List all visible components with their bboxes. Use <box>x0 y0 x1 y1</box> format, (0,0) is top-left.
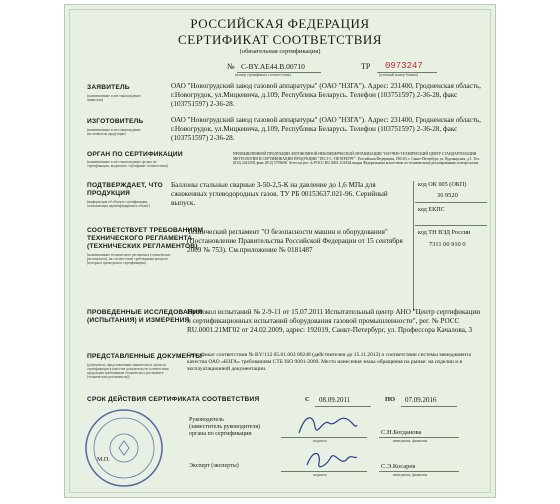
head-label-3: органа по сертификации <box>189 431 252 437</box>
requirements-label-2: ТЕХНИЧЕСКОГО РЕГЛАМЕНТА <box>87 235 193 242</box>
ekps-label: код ЕКПС <box>418 206 445 213</box>
certificate-title: СЕРТИФИКАТ СООТВЕТСТВИЯ <box>178 32 382 47</box>
evidence-caption: (документы, представленные заявителем в орган по сертификации в качестве доказательств соответствия продукции требованиям технического регламента (технических регламентов)) <box>87 363 169 380</box>
product-label-2: ПРОДУКЦИЯ <box>87 190 131 197</box>
certificate-number: C-BY.AE44.B.00710 <box>241 62 305 71</box>
number-prefix: № <box>227 62 235 71</box>
certificate-subtitle: (обязательная сертификация) <box>239 48 321 55</box>
applicant-caption: (наименование и местонахождение заявителя) <box>87 94 141 103</box>
head-initials-caption: инициалы, фамилия <box>393 438 428 443</box>
head-signature <box>295 409 361 441</box>
tests-label-1: ПРОВЕДЕННЫЕ ИССЛЕДОВАНИЯ <box>87 309 203 316</box>
applicant-text: ОАО "Новогрудский завод газовой аппаратуры" (ОАО "НЗГА"). Адрес: 231400, Гродненская область, г.Новогрудок, ул.Мицкевича, д.109, Республика Беларусь. Телефон (103751597) 2-36-28, факс (103751597) 2-36-28. <box>171 82 481 108</box>
round-seal-stamp <box>79 403 169 493</box>
evidence-label: ПРЕДСТАВЛЕННЫЕ ДОКУМЕНТЫ <box>87 353 203 360</box>
cert-body-label: ОРГАН ПО СЕРТИФИКАЦИИ <box>87 151 183 158</box>
expert-initials-caption: инициалы, фамилия <box>393 472 428 477</box>
valid-to-label: ПО <box>385 396 396 403</box>
stamp-label: М.П. <box>97 457 110 463</box>
head-name: С.Н.Богданова <box>381 429 422 436</box>
valid-to-date: 07.09.2016 <box>405 396 437 404</box>
serial-caption: (учетный номер бланка) <box>379 73 418 77</box>
requirements-label-1: СООТВЕТСТВУЕТ ТРЕБОВАНИЯМ <box>87 227 204 234</box>
tr-label: ТР <box>361 62 371 71</box>
cert-body-caption: (наименование и местонахождение органа по сертификации, выдавшего сертификат соответствия) <box>87 160 168 169</box>
expert-label: Эксперт (эксперты) <box>189 463 239 469</box>
tnved-value: 7311 00 910 0 <box>429 241 466 248</box>
validity-label: СРОК ДЕЙСТВИЯ СЕРТИФИКАТА СООТВЕТСТВИЯ <box>87 396 260 403</box>
head-label-2: (заместитель руководителя) <box>189 424 261 430</box>
certificate-sheet <box>64 4 496 498</box>
expert-signature <box>301 445 361 475</box>
requirements-label-3: (ТЕХНИЧЕСКИХ РЕГЛАМЕНТОВ) <box>87 243 198 250</box>
cert-body-text: ПРОМЫШЛЕННОЙ ПРОДУКЦИИ АВТОНОМНОЙ НЕКОММЕРЧЕСКОЙ ОРГАНИЗАЦИИ "НАУЧНО-ТЕХНИЧЕСКИЙ ЦЕНТР СТАНДАРТИЗАЦИИ МЕТРОЛОГИИ И СЕРТИФИКАЦИИ ПРОДУКЦИИ "ТЕСТ-С.-ПЕТЕРБУРГ". Российская Федерация, 190103, г. Санкт-Петербург, ул. Курляндская, д.1. Тел. (812) 2441258, факс (812) 5759698. Аттестат рег. № РОСС RU.0001.11АЕ44 выдан Федеральным агентством по техническому регулированию и метрологии. <box>233 152 480 166</box>
product-text: Баллоны стальные сварные 3-50-2,5-К на давление до 1,6 МПа для сжиженных углеводородных газов. ТУ РБ 00153637.021-96. Серийный выпуск. <box>171 181 388 207</box>
tnved-label: код ТН ВЭД России <box>418 229 471 236</box>
evidence-text: Сертификат соответствия № BY/112 05.01.003 00248 (действителен до 15.11.2013) о соответствии системы менеджмента качества ОАО «НЗГА» требованиям СТБ ISO 9001-2009. Место нанесения знака обращения на рынке: на изделии и в эксплуатационной документации. <box>187 352 471 373</box>
expert-name: С.Э.Косарев <box>381 463 416 470</box>
tests-label-2: (ИСПЫТАНИЯ) И ИЗМЕРЕНИЯ <box>87 317 190 324</box>
okp-label: код ОК 005 (ОКП) <box>418 181 467 188</box>
product-label-1: ПОДТВЕРЖДАЕТ, ЧТО <box>87 182 163 189</box>
valid-from-date: 08.09.2011 <box>319 396 351 404</box>
requirements-text: Технический регламент "О безопасности машин и оборудования" (Постановление Правительства Российской Федерации от 15 сентября 2009 № 753). См.приложение № 0181487 <box>187 228 403 254</box>
head-label-1: Руководитель <box>189 417 224 423</box>
manufacturer-text: ОАО "Новогрудский завод газовой аппаратуры" (ОАО "НЗГА"). Адрес: 231400, Гродненская область, г.Новогрудок, ул.Мицкевича, д.109, Республика Беларусь. Телефон (103751597) 2-36-28, факс (103751597) 2-36-28. <box>171 116 481 142</box>
manufacturer-label: ИЗГОТОВИТЕЛЬ <box>87 118 144 125</box>
expert-sign-caption: подпись <box>313 472 327 477</box>
applicant-label: ЗАЯВИТЕЛЬ <box>87 84 130 91</box>
country-title: РОССИЙСКАЯ ФЕДЕРАЦИЯ <box>190 16 370 31</box>
product-caption: (информация об объекте сертификации, позволяющая идентифицировать объект) <box>87 200 150 209</box>
okp-value: 36 9520 <box>437 192 458 199</box>
number-caption: (номер сертификата соответствия) <box>235 73 291 77</box>
valid-from-label: С <box>305 396 310 403</box>
requirements-caption: (наименование технического регламента (технических регламентов), на соответствие требованиям которого (которых) проводилась сертификация) <box>87 253 171 266</box>
manufacturer-caption: (наименование и местонахождение изготовителя продукции) <box>87 128 141 137</box>
tests-text: Протокол испытаний № 2-9-11 от 15.07.2011 Испытательный центр АНО "Центр сертификации и сертификационных испытаний оборудования газовой промышленности", рег. № РОСС RU.0001.21МГ02 от 24.02.2009, адрес: 192019, Санкт-Петербург, ул. Профессора Качалова, 3 <box>187 308 481 334</box>
head-sign-caption: подпись <box>313 438 327 443</box>
blank-serial-number: 0973247 <box>385 61 423 71</box>
